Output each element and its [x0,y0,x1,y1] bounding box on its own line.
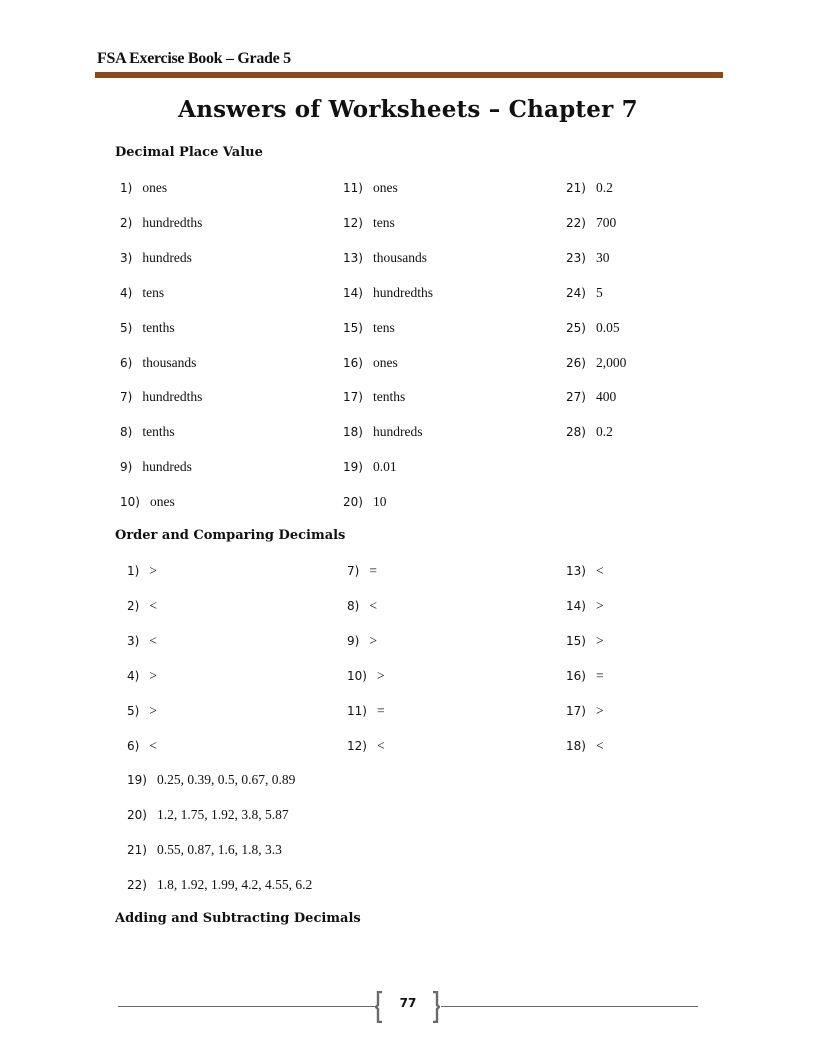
answer-value: 0.2 [595,180,613,195]
answer-item [127,738,157,754]
answer-item [127,668,157,684]
answer-item [566,424,613,440]
answer-number: 15) [343,320,363,335]
answer-number: 8) [120,425,133,440]
answer-number: 24) [566,285,586,300]
answer-item [566,320,620,336]
answer-number: 26) [566,355,586,370]
answer-value: 30 [595,249,610,265]
answer-number: 21) [566,181,586,195]
answer-value: 5 [595,284,603,300]
answer-item [343,215,395,231]
answer-value: 1.8, 1.92, 1.99, 4.2, 4.55, 6.2 [156,876,313,892]
answer-number: 22) [127,877,147,892]
answer-item [120,215,202,231]
page-number: 77 [399,996,417,1010]
answer-value: < [595,563,604,578]
answer-value: thousands [142,354,197,370]
answer-item [127,842,282,858]
answer-value: hundreds [142,459,192,475]
answer-value: tenths [142,424,175,440]
answer-value: tens [372,214,395,230]
answer-value: < [376,737,385,753]
answer-item [347,703,385,719]
answer-item [347,738,385,754]
answer-item [566,180,613,196]
answer-number: 15) [566,633,586,648]
footer-rule-right [441,1006,698,1007]
answer-number: 25) [566,320,586,335]
answer-number: 11) [343,181,363,195]
answer-value: thousands [372,249,427,265]
answer-item [343,180,398,196]
answer-number: 14) [566,598,586,613]
answer-number: 9) [120,460,133,475]
answer-number: 16) [343,355,363,370]
answer-item [566,668,604,684]
answer-number: 14) [343,285,363,300]
answer-item [120,285,164,301]
answer-number: 27) [566,390,586,405]
answer-value: 0.25, 0.39, 0.5, 0.67, 0.89 [156,772,296,787]
answer-value: < [595,737,604,753]
answer-value: > [376,667,385,683]
answer-value: 0.01 [372,459,397,475]
answer-value: hundredths [142,214,203,230]
answer-value: < [369,597,377,613]
answer-value: hundredths [142,389,203,405]
answer-number: 6) [127,738,140,753]
answer-item [347,598,377,614]
answer-item [566,738,604,754]
answer-item [566,250,609,266]
answer-value: 2,000 [595,354,627,370]
answer-value: > [149,667,157,683]
answer-value: 700 [595,214,617,230]
answer-number: 11) [347,703,367,718]
answer-item [120,355,196,371]
answer-value: ones [149,494,175,510]
answer-item [120,459,192,475]
answer-number: 22) [566,215,586,230]
answer-number: 21) [127,842,147,857]
answer-value: 1.2, 1.75, 1.92, 3.8, 5.87 [156,806,289,822]
answer-item [347,563,377,579]
header-rule [95,72,723,78]
answer-number: 6) [120,355,133,370]
answer-item [566,563,604,579]
answer-item [343,355,398,371]
answer-value: > [595,632,604,648]
answer-value: 0.2 [595,424,613,440]
answer-item [120,250,192,266]
answer-value: ones [372,354,398,370]
answer-item [343,494,386,510]
answer-value: tenths [142,319,175,335]
answer-number: 4) [127,668,140,683]
answer-number: 10) [347,668,367,683]
answer-item [566,215,616,231]
answer-number: 23) [566,250,586,265]
answer-number: 3) [127,633,140,648]
answer-number: 20) [343,495,363,510]
answer-item [566,389,616,405]
answer-value: > [595,597,604,613]
answer-value: tens [372,319,395,335]
answer-number: 13) [566,564,586,578]
answer-item [566,285,603,301]
answer-number: 8) [347,598,360,613]
answer-item [566,633,604,649]
answer-item [566,703,604,719]
answer-value: tens [142,284,165,300]
answer-number: 4) [120,285,133,300]
footer-rule-left [118,1006,376,1007]
answer-item [120,424,175,440]
answer-value: 0.05 [595,319,620,335]
answer-item [347,633,377,649]
answer-item [343,250,427,266]
answer-number: 18) [343,425,363,440]
answer-value: ones [142,180,168,195]
answer-value: 10 [372,494,387,510]
answer-number: 2) [127,598,140,613]
left-bracket-icon [375,991,383,1023]
answer-item [566,598,604,614]
answer-item [120,389,202,405]
answer-value: = [369,563,377,578]
answer-number: 12) [343,215,363,230]
answer-item [120,320,175,336]
answer-number: 3) [120,250,133,265]
answer-item [343,459,397,475]
answer-number: 7) [120,390,133,405]
answer-number: 2) [120,215,133,230]
answer-value: 0.55, 0.87, 1.6, 1.8, 3.3 [156,841,282,857]
answer-number: 16) [566,668,586,683]
answer-value: < [149,597,157,613]
answer-value: hundreds [372,424,423,440]
answer-item [127,598,157,614]
section-title-order-comparing: Order and Comparing Decimals [115,528,346,543]
answer-item [343,389,405,405]
answer-number: 1) [120,181,133,195]
answer-value: < [149,632,157,648]
answer-item [127,772,295,788]
answer-number: 18) [566,738,586,753]
answer-number: 17) [566,703,586,718]
answer-number: 28) [566,425,586,440]
page-heading: Answers of Worksheets – Chapter 7 [178,96,638,123]
answer-number: 1) [127,564,140,578]
answer-value: tenths [372,389,406,405]
answer-value: hundredths [372,284,433,300]
answer-item [566,355,626,371]
answer-value: > [369,632,377,648]
answer-item [343,320,395,336]
answer-value: < [149,737,157,753]
answer-number: 20) [127,807,147,822]
answer-value: = [595,667,604,683]
answer-value: ones [372,180,398,195]
answer-item [127,633,157,649]
header-rule-bar [95,72,723,78]
section-title-adding-subtracting: Adding and Subtracting Decimals [115,911,361,926]
answer-number: 13) [343,250,363,265]
answer-value: > [595,702,604,718]
answer-number: 19) [343,460,363,475]
answer-item [120,180,167,196]
answer-item [127,807,289,823]
answer-number: 19) [127,773,147,787]
answer-number: 7) [347,564,360,578]
answer-number: 17) [343,390,363,405]
answer-item [127,703,157,719]
answer-number: 9) [347,633,360,648]
answer-number: 10) [120,495,140,510]
answer-item [127,563,157,579]
answer-number: 5) [127,703,140,718]
answer-value: hundreds [142,249,192,265]
answer-value: > [149,702,157,718]
answer-value: 400 [595,389,617,405]
answer-value: = [376,702,385,718]
answer-item [343,424,422,440]
answer-item [343,285,433,301]
answer-number: 5) [120,320,133,335]
right-bracket-icon [432,991,440,1023]
answer-item [347,668,385,684]
answer-value: > [149,563,157,578]
section-title-decimal-place-value: Decimal Place Value [115,145,263,160]
header-book-title: FSA Exercise Book – Grade 5 [97,50,291,67]
answer-number: 12) [347,738,367,753]
answer-item [127,877,312,893]
answer-item [120,494,175,510]
